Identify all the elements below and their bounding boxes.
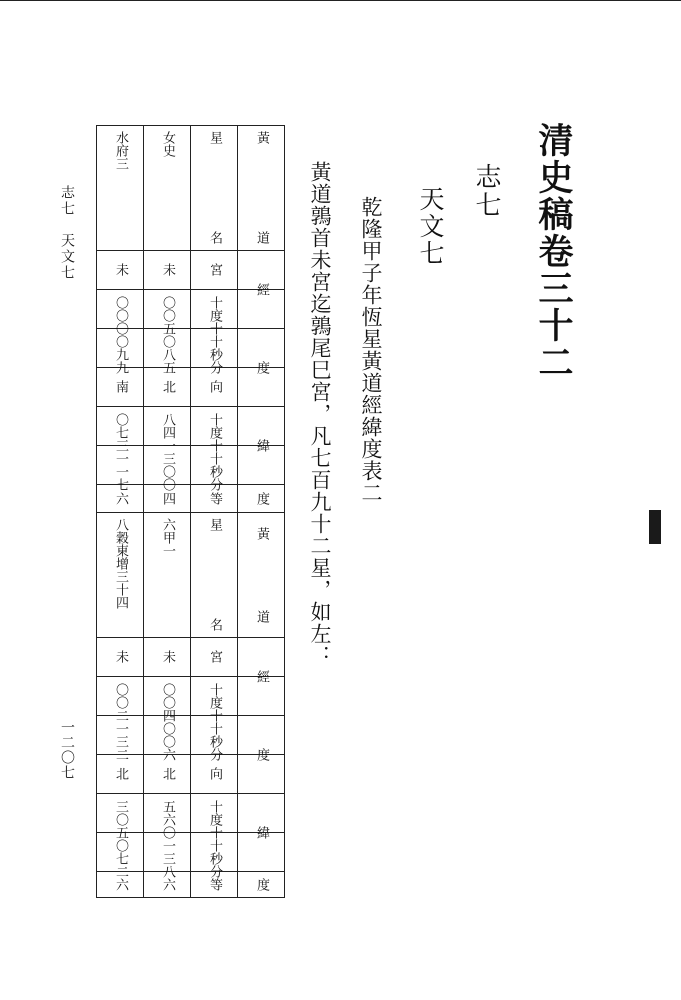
header-xiang: 向: [206, 380, 222, 393]
header-fenmiao-2: 十十秒分: [206, 708, 222, 761]
star-du: 〇〇: [112, 682, 128, 709]
page-top-border: [0, 0, 681, 1]
star-gong: 未: [112, 650, 128, 663]
header-xing: 星: [206, 131, 222, 144]
volume-title: 清史稿卷三十二: [533, 122, 574, 381]
header-dao-top: 道: [253, 231, 269, 244]
table-caption: 乾隆甲子年恆星黃道經緯度表二: [359, 196, 383, 504]
star-deng: 六: [112, 491, 128, 505]
header-fenmiao: 十十秒分: [206, 321, 222, 374]
star-name: 水府三: [112, 131, 128, 170]
star-fenmiao: 五〇八五: [159, 321, 175, 374]
star-fenmiao: 四〇〇六: [159, 708, 175, 761]
header-ming-2: 名: [206, 618, 222, 631]
header-du: 度: [253, 360, 269, 374]
header-xing-2: 星: [206, 518, 222, 531]
header-fenmiao2-2: 十十秒分: [206, 825, 222, 878]
section-heading: 志七: [471, 163, 501, 219]
header-fenmiao2: 十十秒分: [206, 438, 222, 491]
header-deng-2: 等: [206, 877, 222, 891]
intro-text: 黃道鶉首未宮迄鶉尾巳宮，凡七百九十二星，如左：: [308, 161, 332, 667]
header-dao-2: 道: [253, 609, 269, 623]
star-deng: 六: [159, 877, 175, 891]
star-fenmiao: 〇〇九九: [112, 321, 128, 374]
header-huang-top: 黃: [253, 131, 269, 144]
header-du-2: 度: [253, 747, 269, 761]
margin-note: 志七 天文七: [59, 185, 75, 281]
star-weidu: 〇七: [112, 412, 128, 439]
star-du: 〇〇: [112, 295, 128, 322]
header-ming: 名: [206, 231, 222, 244]
star-xiang: 北: [159, 380, 175, 393]
star-table: [96, 125, 285, 898]
subsection-heading: 天文七: [416, 186, 445, 267]
star-deng: 四: [159, 491, 175, 505]
header-wei-2: 緯: [253, 825, 269, 839]
star-weifen: 一三〇〇: [159, 438, 175, 491]
star-gong: 未: [159, 263, 175, 276]
star-xiang: 北: [159, 767, 175, 780]
page-number: 一二〇七: [59, 720, 75, 780]
star-deng: 六: [112, 877, 128, 891]
star-weifen: 五〇七二: [112, 825, 128, 878]
star-gong: 未: [159, 650, 175, 663]
star-weifen: 三一一七: [112, 438, 128, 491]
header-du2-2: 度: [253, 877, 269, 891]
header-deng: 等: [206, 491, 222, 505]
star-fenmiao: 二一三二: [112, 708, 128, 761]
header-shidu2: 十度: [206, 412, 222, 439]
header-du2: 度: [253, 491, 269, 505]
edge-tab-mark: [649, 510, 661, 544]
header-xiang-2: 向: [206, 767, 222, 780]
star-du: 〇〇: [159, 295, 175, 322]
star-weidu: 三〇: [112, 799, 128, 826]
star-weifen: 〇一三八: [159, 825, 175, 878]
star-weidu: 五六: [159, 799, 175, 826]
header-wei: 緯: [253, 438, 269, 452]
header-shidu: 十度: [206, 295, 222, 322]
star-gong: 未: [112, 263, 128, 276]
header-shidu2-2: 十度: [206, 799, 222, 826]
header-jing-2: 經: [253, 669, 269, 683]
header-jing: 經: [253, 282, 269, 296]
star-weidu: 八四: [159, 412, 175, 439]
star-du: 〇〇: [159, 682, 175, 709]
star-name: 女史: [159, 131, 175, 157]
star-name: 八穀東增三十四: [112, 518, 128, 609]
star-name: 六甲一: [159, 518, 175, 557]
header-huang-2: 黃: [253, 526, 269, 540]
star-xiang: 北: [112, 767, 128, 780]
header-gong-2: 宮: [206, 650, 222, 663]
header-shidu-2: 十度: [206, 682, 222, 709]
star-xiang: 南: [112, 380, 128, 393]
header-gong: 宮: [206, 263, 222, 276]
